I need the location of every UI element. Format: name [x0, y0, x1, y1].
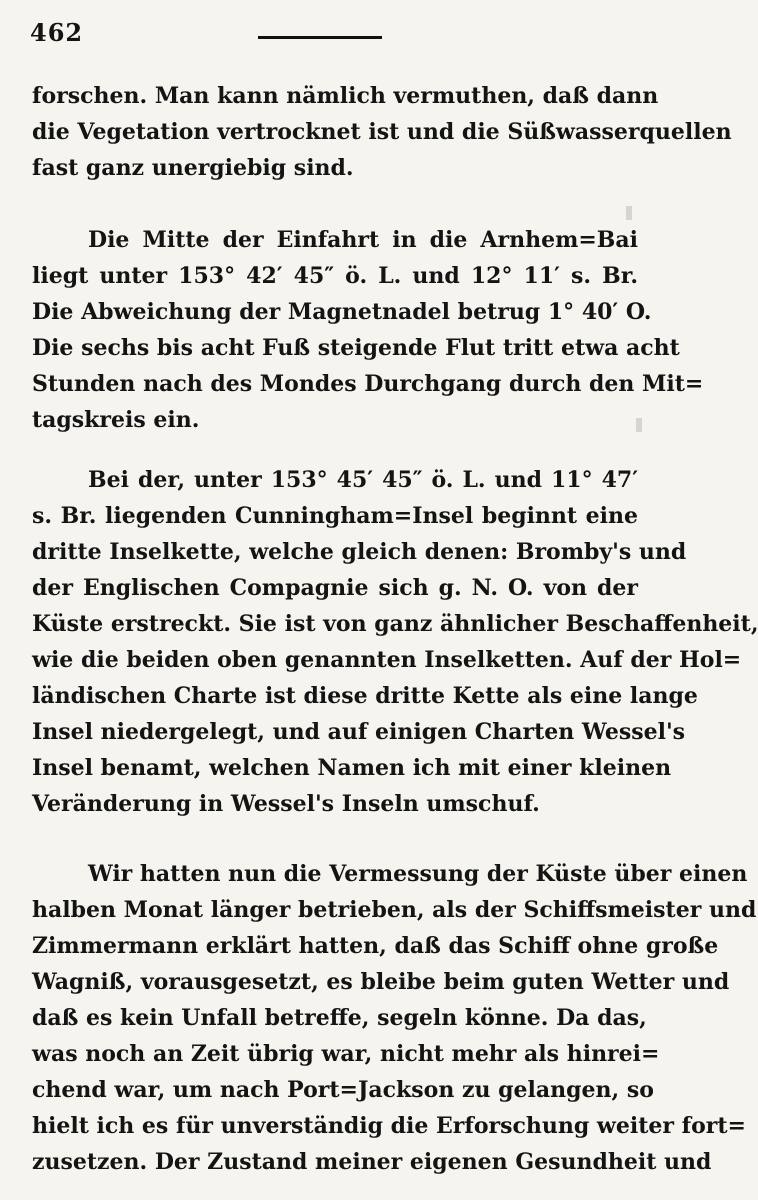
scan-mark: [636, 418, 642, 432]
text-line: Insel niedergelegt, und auf einigen Charten Wessel's: [32, 719, 686, 745]
text-line: ländischen Charte ist diese dritte Kette als eine lange: [32, 683, 698, 709]
text-line: hielt ich es für unverständig die Erforschung weiter fort=: [32, 1113, 746, 1139]
text-line: tagskreis ein.: [32, 407, 200, 433]
text-line: was noch an Zeit übrig war, nicht mehr als hinrei=: [32, 1041, 660, 1067]
text-line: forschen. Man kann nämlich vermuthen, daß dann: [32, 83, 659, 109]
header-rule: [258, 36, 382, 39]
text-line: halben Monat länger betrieben, als der Schiffsmeister und: [32, 897, 757, 923]
text-line: liegt unter 153° 42′ 45″ ö. L. und 12° 11′ s. Br.: [32, 263, 638, 289]
scan-mark: [626, 206, 632, 220]
text-line: Veränderung in Wessel's Inseln umschuf.: [32, 791, 540, 817]
text-line: dritte Inselkette, welche gleich denen: Bromby's und: [32, 539, 687, 565]
text-line: die Vegetation vertrocknet ist und die Süßwasserquellen: [32, 119, 732, 145]
text-line: Die Mitte der Einfahrt in die Arnhem=Bai: [88, 227, 638, 253]
text-line: chend war, um nach Port=Jackson zu gelangen, so: [32, 1077, 654, 1103]
text-line: Insel benamt, welchen Namen ich mit einer kleinen: [32, 755, 672, 781]
text-line: daß es kein Unfall betreffe, segeln könne. Da das,: [32, 1005, 647, 1031]
text-line: fast ganz unergiebig sind.: [32, 155, 354, 181]
text-line: s. Br. liegenden Cunningham=Insel beginnt eine: [32, 503, 638, 529]
text-line: Die Abweichung der Magnetnadel betrug 1° 40′ O.: [32, 299, 652, 325]
text-line: Küste erstreckt. Sie ist von ganz ähnlicher Beschaffenheit,: [32, 611, 758, 637]
text-line: wie die beiden oben genannten Inselketten. Auf der Hol=: [32, 647, 742, 673]
text-line: Zimmermann erklärt hatten, daß das Schiff ohne große: [32, 933, 719, 959]
text-line: der Englischen Compagnie sich g. N. O. von der: [32, 575, 638, 601]
page-header: [0, 0, 659, 60]
page-number: 462: [30, 18, 84, 47]
text-line: Wir hatten nun die Vermessung der Küste über einen: [88, 861, 748, 887]
text-line: Wagniß, vorausgesetzt, es bleibe beim guten Wetter und: [32, 969, 730, 995]
text-line: Bei der, unter 153° 45′ 45″ ö. L. und 11° 47′: [88, 467, 638, 493]
text-line: Die sechs bis acht Fuß steigende Flut tritt etwa acht: [32, 335, 680, 361]
text-line: zusetzen. Der Zustand meiner eigenen Gesundheit und: [32, 1149, 712, 1175]
text-line: Stunden nach des Mondes Durchgang durch den Mit=: [32, 371, 704, 397]
